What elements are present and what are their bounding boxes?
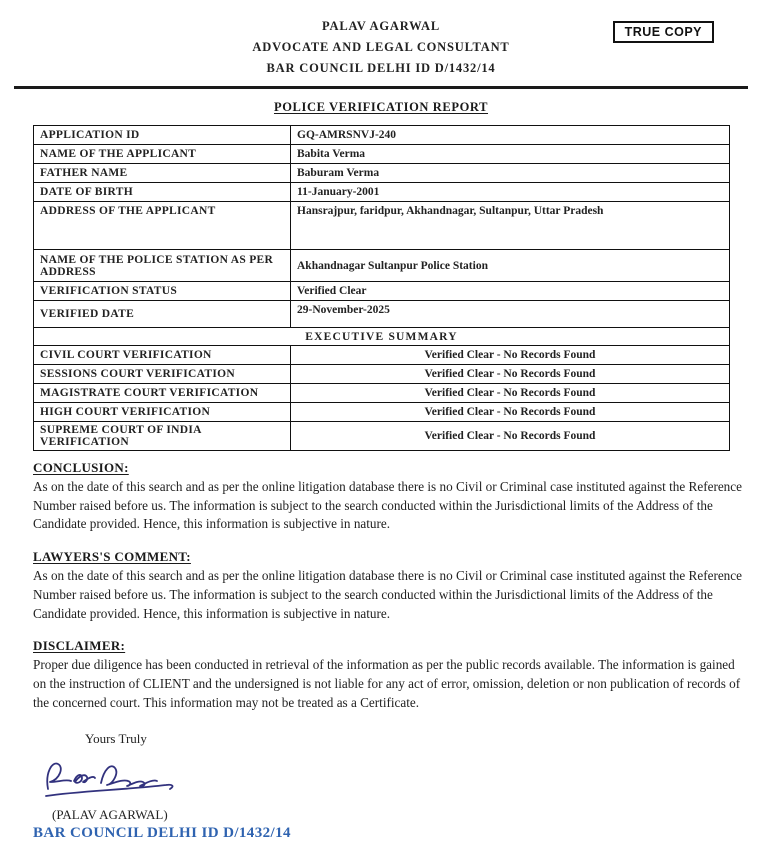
field-row <box>34 183 730 202</box>
signature-image <box>38 755 188 807</box>
summary-label: MAGISTRATE COURT VERIFICATION <box>34 384 291 403</box>
summary-label: CIVIL COURT VERIFICATION <box>34 346 291 365</box>
disclaimer-heading: DISCLAIMER: <box>33 638 126 654</box>
conclusion-body: As on the date of this search and as per the online litigation database there is no Civil or Criminal case instituted against the Reference Number raised before us. The information is subject to the search conducted within the Jurisdictional limits of the Address of the Candidate provided. Hence, this information is subjective in nature. <box>33 479 742 532</box>
field-value: Verified Clear <box>291 282 730 301</box>
executive-summary-header-row <box>34 328 730 346</box>
field-value: 11-January-2001 <box>291 183 730 202</box>
summary-label: SESSIONS COURT VERIFICATION <box>34 365 291 384</box>
lawyers-comment-body: As on the date of this search and as per the online litigation database there is no Civil or Criminal case instituted against the Reference Number raised before us. The information is subject to the search conducted within the Jurisdictional limits of the Address of the Candidate provided. Hence, this information is subjective in nature. <box>33 568 742 621</box>
yours-truly-text: Yours Truly <box>85 730 147 746</box>
disclaimer-body: Proper due diligence has been conducted in retrieval of the information as per the public records available. The information is gained on the instruction of CLIENT and the undersigned is not liable for any act of error, omission, deletion or non publication of records of the concerned court. This information may not be treated as a Certificate. <box>33 657 741 710</box>
lawyers-comment-heading: LAWYERS'S COMMENT: <box>33 549 191 565</box>
field-label: VERIFIED DATE <box>34 301 291 328</box>
report-title-wrap <box>0 98 762 116</box>
field-label: VERIFICATION STATUS <box>34 282 291 301</box>
summary-value: Verified Clear - No Records Found <box>291 384 730 403</box>
summary-label: SUPREME COURT OF INDIA VERIFICATION <box>34 422 291 451</box>
field-row <box>34 250 730 282</box>
conclusion-section <box>33 460 745 534</box>
field-label: APPLICATION ID <box>34 126 291 145</box>
summary-row <box>34 403 730 422</box>
field-value: GQ-AMRSNVJ-240 <box>291 126 730 145</box>
field-value: 29-November-2025 <box>291 301 730 328</box>
field-row <box>34 164 730 183</box>
advocate-bar-id: BAR COUNCIL DELHI ID D/1432/14 <box>266 61 496 75</box>
field-value: Akhandnagar Sultanpur Police Station <box>291 250 730 282</box>
field-value: Babita Verma <box>291 145 730 164</box>
disclaimer-section <box>33 638 745 712</box>
summary-row <box>34 384 730 403</box>
header-divider <box>14 86 748 89</box>
conclusion-heading: CONCLUSION: <box>33 460 129 475</box>
field-row <box>34 145 730 164</box>
field-label: FATHER NAME <box>34 164 291 183</box>
advocate-name: PALAV AGARWAL <box>322 19 440 33</box>
field-label: NAME OF THE POLICE STATION AS PER ADDRESS <box>34 250 291 282</box>
field-row <box>34 126 730 145</box>
summary-row <box>34 422 730 451</box>
field-row <box>34 202 730 250</box>
summary-value: Verified Clear - No Records Found <box>291 403 730 422</box>
summary-value: Verified Clear - No Records Found <box>291 365 730 384</box>
verification-table <box>33 125 730 451</box>
footer-bar-council-id: BAR COUNCIL DELHI ID D/1432/14 <box>33 824 291 841</box>
summary-value: Verified Clear - No Records Found <box>291 422 730 451</box>
lawyers-comment-section <box>33 549 745 623</box>
executive-summary-title: EXECUTIVE SUMMARY <box>34 328 730 346</box>
advocate-title: ADVOCATE AND LEGAL CONSULTANT <box>252 40 510 54</box>
signatory-name: (PALAV AGARWAL) <box>52 806 168 822</box>
summary-row <box>34 365 730 384</box>
field-label: ADDRESS OF THE APPLICANT <box>34 202 291 250</box>
field-label: NAME OF THE APPLICANT <box>34 145 291 164</box>
field-value: Hansrajpur, faridpur, Akhandnagar, Sultanpur, Uttar Pradesh <box>291 202 730 250</box>
report-title: POLICE VERIFICATION REPORT <box>273 100 489 114</box>
field-row <box>34 282 730 301</box>
signature-icon <box>38 755 188 807</box>
true-copy-stamp: TRUE COPY <box>613 21 714 43</box>
summary-row <box>34 346 730 365</box>
summary-value: Verified Clear - No Records Found <box>291 346 730 365</box>
field-label: DATE OF BIRTH <box>34 183 291 202</box>
field-value: Baburam Verma <box>291 164 730 183</box>
field-row <box>34 301 730 328</box>
summary-label: HIGH COURT VERIFICATION <box>34 403 291 422</box>
